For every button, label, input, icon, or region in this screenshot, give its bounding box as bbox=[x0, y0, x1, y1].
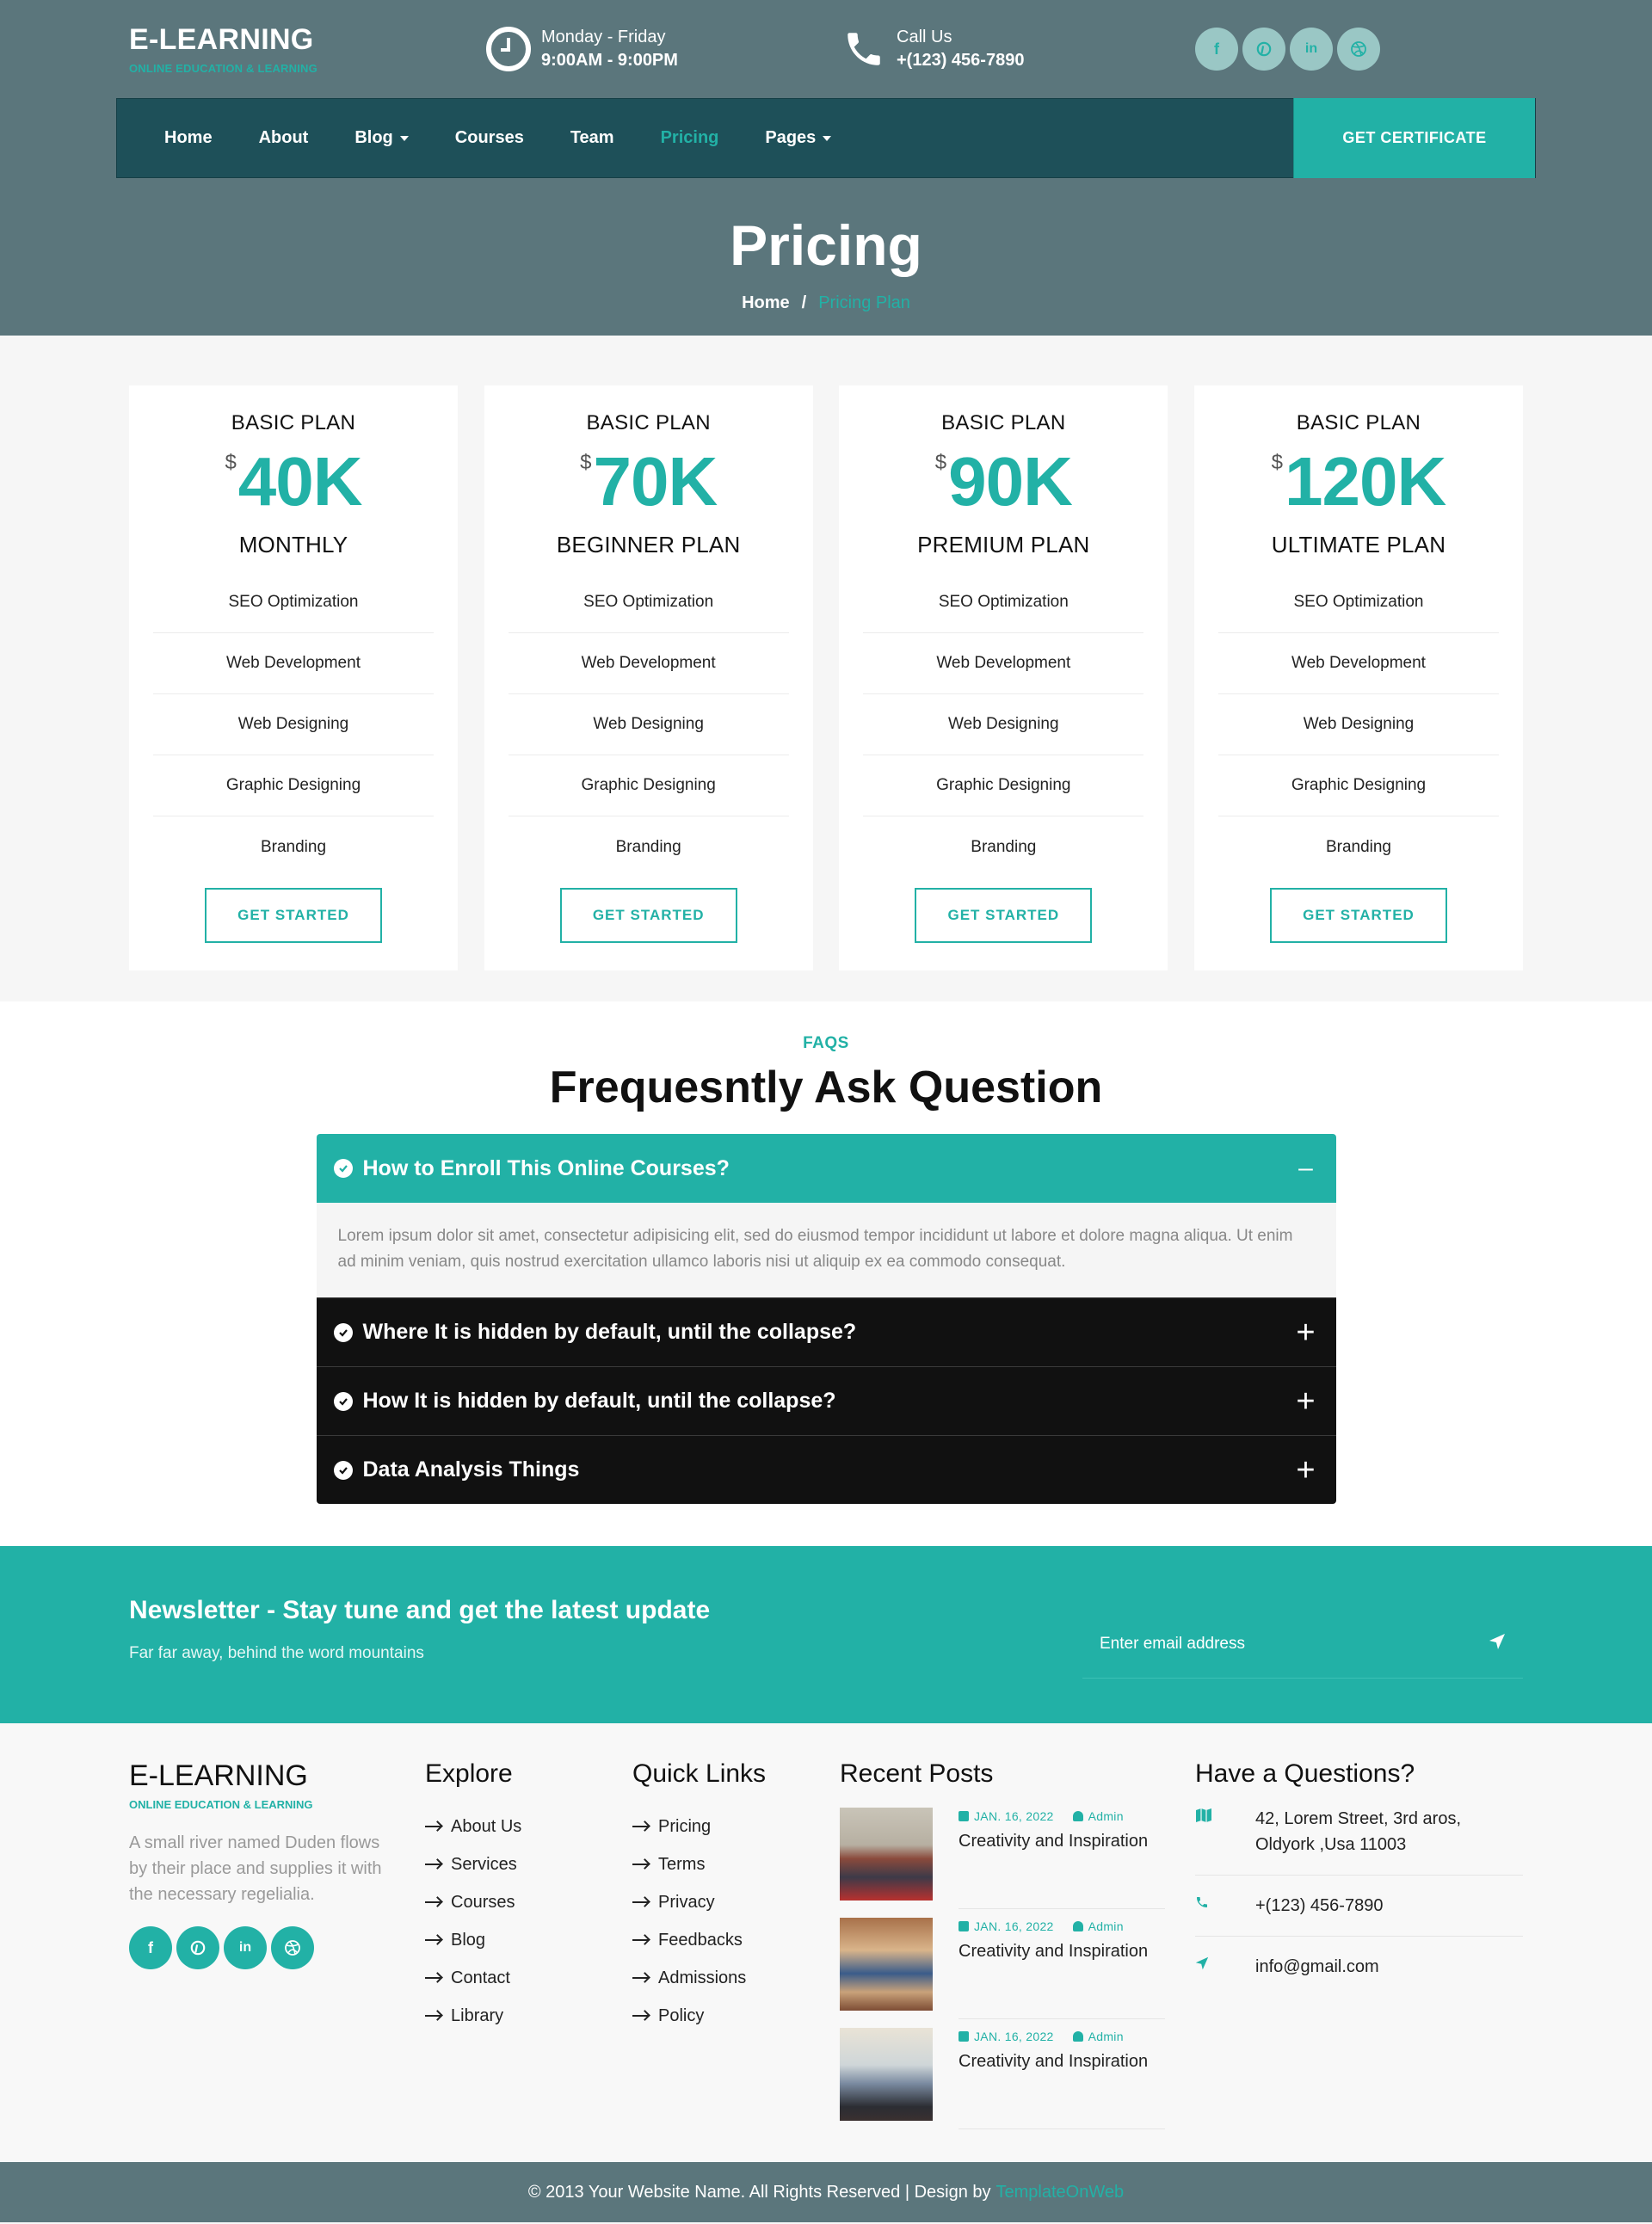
plan-feature: Web Development bbox=[153, 633, 434, 694]
plan-type: ULTIMATE PLAN bbox=[1271, 532, 1446, 558]
calendar-icon bbox=[959, 2031, 969, 2042]
chevron-down-icon bbox=[823, 136, 831, 141]
explore-links bbox=[425, 1808, 632, 2035]
footer-link[interactable] bbox=[632, 1808, 840, 1845]
top-bar bbox=[116, 0, 1536, 98]
plan-name: BASIC PLAN bbox=[941, 411, 1066, 434]
plan-type: BEGINNER PLAN bbox=[556, 532, 741, 558]
linkedin-icon[interactable]: in bbox=[224, 1926, 267, 1969]
plan-name: BASIC PLAN bbox=[231, 411, 356, 434]
nav-pages[interactable] bbox=[742, 128, 854, 148]
pinterest-icon[interactable] bbox=[1242, 28, 1285, 71]
arrow-right-icon bbox=[632, 1864, 648, 1865]
breadcrumb-separator: / bbox=[801, 293, 807, 312]
footer-recent-posts bbox=[840, 1759, 1195, 2138]
arrow-right-icon bbox=[425, 2015, 441, 2017]
plan-features bbox=[1218, 572, 1499, 878]
breadcrumb-current: Pricing Plan bbox=[818, 293, 910, 312]
plan-feature: Web Designing bbox=[153, 694, 434, 755]
quick-links bbox=[632, 1808, 840, 2035]
plan-name: BASIC PLAN bbox=[586, 411, 711, 434]
footer-link[interactable] bbox=[632, 1921, 840, 1959]
pricing-card bbox=[129, 385, 458, 970]
pricing-plans bbox=[116, 385, 1536, 970]
faq-question-text: How to Enroll This Online Courses? bbox=[362, 1155, 730, 1180]
copyright-text: © 2013 Your Website Name. All Rights Reserved | Design by bbox=[527, 2182, 991, 2202]
footer-contact bbox=[1195, 1759, 1523, 2138]
post-author[interactable]: Admin bbox=[1088, 1919, 1124, 1933]
faq-accordion bbox=[317, 1134, 1336, 1504]
newsletter-title: Newsletter - Stay tune and get the latest update bbox=[129, 1596, 711, 1624]
expand-icon[interactable]: + bbox=[1296, 1314, 1316, 1351]
plan-type: MONTHLY bbox=[238, 532, 348, 558]
plan-feature: Graphic Designing bbox=[153, 755, 434, 816]
footer-link[interactable] bbox=[425, 1921, 632, 1959]
contact-email bbox=[1195, 1937, 1523, 1997]
breadcrumb bbox=[116, 293, 1536, 313]
post-title[interactable]: Creativity and Inspiration bbox=[959, 2052, 1149, 2071]
plan-amount: 90K bbox=[948, 443, 1072, 520]
get-started-button[interactable]: GET STARTED bbox=[560, 888, 737, 943]
recent-post[interactable] bbox=[840, 1918, 1195, 2028]
nav-courses[interactable]: Courses bbox=[454, 128, 524, 147]
footer-link-label: Services bbox=[451, 1854, 517, 1874]
plan-amount: 70K bbox=[593, 443, 718, 520]
logo-tagline: ONLINE EDUCATION & LEARNING bbox=[129, 62, 317, 75]
call-number[interactable]: +(123) 456-7890 bbox=[897, 51, 1025, 70]
arrow-right-icon bbox=[425, 1939, 441, 1941]
phone-icon bbox=[1195, 1893, 1255, 1914]
get-started-button[interactable]: GET STARTED bbox=[1270, 888, 1447, 943]
arrow-right-icon bbox=[632, 1939, 648, 1941]
footer-logo-tagline: ONLINE EDUCATION & LEARNING bbox=[129, 1798, 313, 1811]
pricing-card bbox=[484, 385, 813, 970]
nav-blog[interactable] bbox=[331, 128, 431, 148]
plan-feature: Web Development bbox=[509, 633, 789, 694]
expand-icon[interactable]: + bbox=[1296, 1383, 1316, 1420]
get-started-button[interactable]: GET STARTED bbox=[205, 888, 382, 943]
contact-address-text: 42, Lorem Street, 3rd aros, Oldyork ,Usa 11003 bbox=[1255, 1809, 1462, 1854]
plan-price bbox=[839, 443, 1168, 520]
faq-question-text: How It is hidden by default, until the collapse? bbox=[362, 1389, 836, 1413]
linkedin-icon[interactable]: in bbox=[1290, 28, 1333, 71]
plan-price bbox=[1194, 443, 1523, 520]
footer-link-label: Pricing bbox=[658, 1816, 712, 1836]
send-icon[interactable] bbox=[1489, 1633, 1506, 1654]
nav-about[interactable]: About bbox=[258, 128, 309, 147]
hours-label: Monday - Friday bbox=[541, 28, 666, 46]
facebook-icon[interactable]: f bbox=[129, 1926, 172, 1969]
contact-email-text[interactable]: info@gmail.com bbox=[1255, 1957, 1379, 1976]
plan-currency: $ bbox=[225, 451, 237, 474]
faq-answer-1: Lorem ipsum dolor sit amet, consectetur adipisicing elit, sed do eiusmod tempor incididunt ut labore et dolore magna aliqua. Ut enim ad minim veniam, quis nostrud exercitation ullamco laboris nisi ut aliquip ex ea commodo consequat. bbox=[317, 1203, 1336, 1297]
plan-feature: SEO Optimization bbox=[863, 572, 1143, 633]
recent-posts-list bbox=[840, 1808, 1195, 2138]
newsletter-form bbox=[1082, 1610, 1523, 1679]
user-icon bbox=[1073, 1811, 1083, 1821]
footer-link[interactable] bbox=[632, 1883, 840, 1921]
post-title[interactable]: Creativity and Inspiration bbox=[959, 1832, 1149, 1851]
footer-link[interactable] bbox=[425, 1959, 632, 1997]
nav-blog-label: Blog bbox=[354, 128, 393, 147]
arrow-right-icon bbox=[425, 1864, 441, 1865]
post-date: JAN. 16, 2022 bbox=[974, 1809, 1054, 1823]
arrow-right-icon bbox=[425, 1826, 441, 1827]
map-icon bbox=[1195, 1806, 1255, 1828]
footer-link[interactable] bbox=[425, 1808, 632, 1845]
footer-link-label: Library bbox=[451, 2005, 504, 2025]
recent-posts-heading: Recent Posts bbox=[840, 1759, 994, 1788]
nav-pricing[interactable]: Pricing bbox=[660, 128, 719, 147]
page-title: Pricing bbox=[730, 213, 922, 277]
footer-link-label: Blog bbox=[451, 1930, 486, 1950]
footer-link[interactable] bbox=[632, 1959, 840, 1997]
dribbble-icon[interactable] bbox=[1337, 28, 1380, 71]
facebook-icon[interactable]: f bbox=[1195, 28, 1238, 71]
arrow-right-icon bbox=[632, 1826, 648, 1827]
pinterest-icon[interactable] bbox=[176, 1926, 219, 1969]
recent-post[interactable] bbox=[840, 2028, 1195, 2138]
post-thumbnail[interactable] bbox=[840, 2028, 933, 2121]
calendar-icon bbox=[959, 1921, 969, 1931]
recent-post[interactable] bbox=[840, 1808, 1195, 1918]
logo[interactable] bbox=[129, 23, 484, 75]
plan-price bbox=[484, 443, 813, 520]
plan-price bbox=[129, 443, 458, 520]
footer-link-label: Courses bbox=[451, 1892, 515, 1912]
plan-feature: Branding bbox=[260, 837, 327, 856]
plan-feature: Branding bbox=[971, 837, 1037, 856]
expand-icon[interactable]: + bbox=[1296, 1451, 1316, 1488]
check-circle-icon bbox=[334, 1392, 353, 1411]
footer bbox=[0, 1723, 1652, 2164]
user-icon bbox=[1073, 1921, 1083, 1931]
nav-home[interactable]: Home bbox=[164, 128, 213, 147]
post-meta bbox=[959, 1919, 1165, 1933]
check-circle-icon bbox=[334, 1461, 353, 1480]
plan-features bbox=[863, 572, 1143, 878]
send-icon bbox=[1195, 1954, 1255, 1975]
newsletter-section bbox=[0, 1546, 1652, 1723]
faq-section bbox=[0, 1001, 1652, 1546]
faq-question-1[interactable] bbox=[317, 1134, 1336, 1203]
collapse-icon[interactable]: – bbox=[1298, 1154, 1313, 1182]
post-author[interactable]: Admin bbox=[1088, 2030, 1124, 2043]
faq-question-text: Where It is hidden by default, until the collapse? bbox=[362, 1320, 857, 1344]
plan-feature: Web Development bbox=[863, 633, 1143, 694]
check-circle-icon bbox=[334, 1323, 353, 1342]
arrow-right-icon bbox=[425, 1901, 441, 1903]
main-navbar bbox=[116, 98, 1536, 178]
contact-address bbox=[1195, 1789, 1523, 1876]
plan-feature: Web Designing bbox=[863, 694, 1143, 755]
contact-phone-text[interactable]: +(123) 456-7890 bbox=[1255, 1896, 1384, 1915]
hours-value: 9:00AM - 9:00PM bbox=[541, 51, 678, 70]
logo-title: E-LEARNING bbox=[129, 23, 314, 56]
footer-link-label: Privacy bbox=[658, 1892, 715, 1912]
footer-brand bbox=[129, 1759, 425, 2138]
plan-features bbox=[153, 572, 434, 878]
calendar-icon bbox=[959, 1811, 969, 1821]
newsletter-subtitle: Far far away, behind the word mountains bbox=[129, 1644, 424, 1662]
contact-phone bbox=[1195, 1876, 1523, 1937]
footer-link[interactable] bbox=[425, 1997, 632, 2035]
copyright-bar bbox=[0, 2162, 1652, 2222]
plan-feature: SEO Optimization bbox=[509, 572, 789, 633]
footer-link-label: Feedbacks bbox=[658, 1930, 743, 1950]
post-author[interactable]: Admin bbox=[1088, 1809, 1124, 1823]
post-meta bbox=[959, 2030, 1165, 2043]
faq-question-4[interactable] bbox=[317, 1435, 1336, 1504]
plan-feature: Graphic Designing bbox=[1218, 755, 1499, 816]
post-date: JAN. 16, 2022 bbox=[974, 2030, 1054, 2043]
nav-pages-label: Pages bbox=[765, 128, 817, 147]
user-icon bbox=[1073, 2031, 1083, 2042]
clock-icon bbox=[484, 25, 533, 73]
explore-heading: Explore bbox=[425, 1759, 513, 1788]
footer-link[interactable] bbox=[425, 1845, 632, 1883]
plan-name: BASIC PLAN bbox=[1296, 411, 1421, 434]
post-date: JAN. 16, 2022 bbox=[974, 1919, 1054, 1933]
arrow-right-icon bbox=[632, 1977, 648, 1979]
footer-link-label: Contact bbox=[451, 1968, 510, 1987]
footer-explore bbox=[425, 1759, 632, 2138]
hero-section bbox=[0, 0, 1652, 336]
contact-heading: Have a Questions? bbox=[1195, 1759, 1415, 1788]
footer-description: A small river named Duden flows by their place and supplies it with the necessary regelialia. bbox=[129, 1833, 382, 1904]
pricing-card bbox=[1194, 385, 1523, 970]
post-title[interactable]: Creativity and Inspiration bbox=[959, 1942, 1149, 1961]
post-thumbnail[interactable] bbox=[840, 1808, 933, 1901]
plan-currency: $ bbox=[580, 451, 592, 474]
get-certificate-button[interactable]: GET CERTIFICATE bbox=[1293, 98, 1535, 178]
plan-feature: Graphic Designing bbox=[509, 755, 789, 816]
footer-link[interactable] bbox=[632, 1997, 840, 2035]
faq-title: Frequesntly Ask Question bbox=[549, 1063, 1103, 1112]
post-thumbnail[interactable] bbox=[840, 1918, 933, 2011]
plan-currency: $ bbox=[1271, 451, 1284, 474]
dribbble-icon[interactable] bbox=[271, 1926, 314, 1969]
plan-feature: Web Designing bbox=[1218, 694, 1499, 755]
footer-link-label: Policy bbox=[658, 2005, 705, 2025]
footer-link[interactable] bbox=[632, 1845, 840, 1883]
footer-quick-links bbox=[632, 1759, 840, 2138]
arrow-right-icon bbox=[632, 1901, 648, 1903]
chevron-down-icon bbox=[400, 136, 409, 141]
plan-feature: SEO Optimization bbox=[1218, 572, 1499, 633]
footer-link-label: Terms bbox=[658, 1854, 706, 1874]
email-input[interactable] bbox=[1100, 1635, 1489, 1654]
footer-link-label: Admissions bbox=[658, 1968, 747, 1987]
plan-type: PREMIUM PLAN bbox=[917, 532, 1090, 558]
faq-question-3[interactable] bbox=[317, 1366, 1336, 1435]
plan-feature: SEO Optimization bbox=[153, 572, 434, 633]
plan-feature: Graphic Designing bbox=[863, 755, 1143, 816]
arrow-right-icon bbox=[632, 2015, 648, 2017]
call-info bbox=[840, 25, 1195, 73]
copyright-designer-link[interactable]: TemplateOnWeb bbox=[996, 2182, 1125, 2202]
page-header bbox=[116, 178, 1536, 313]
plan-feature: Web Designing bbox=[509, 694, 789, 755]
plan-feature: Branding bbox=[615, 837, 681, 856]
quick-links-heading: Quick Links bbox=[632, 1759, 767, 1788]
nav-team[interactable]: Team bbox=[570, 128, 614, 147]
plan-feature: Web Development bbox=[1218, 633, 1499, 694]
plan-amount: 120K bbox=[1285, 443, 1446, 520]
pricing-section bbox=[0, 336, 1652, 1001]
faq-kicker: FAQS bbox=[803, 1034, 849, 1052]
call-label: Call Us bbox=[897, 28, 952, 46]
faq-question-text: Data Analysis Things bbox=[362, 1457, 580, 1482]
footer-link-label: About Us bbox=[451, 1816, 522, 1836]
arrow-right-icon bbox=[425, 1977, 441, 1979]
get-started-button[interactable]: GET STARTED bbox=[915, 888, 1092, 943]
plan-amount: 40K bbox=[237, 443, 362, 520]
footer-social-links bbox=[129, 1926, 425, 1969]
plan-feature: Branding bbox=[1325, 837, 1391, 856]
footer-logo-title[interactable]: E-LEARNING bbox=[129, 1759, 308, 1792]
check-circle-icon bbox=[334, 1159, 353, 1178]
hours-info bbox=[484, 25, 840, 73]
breadcrumb-home[interactable]: Home bbox=[742, 293, 790, 312]
post-meta bbox=[959, 1809, 1165, 1823]
plan-currency: $ bbox=[934, 451, 947, 474]
top-social-links bbox=[1195, 28, 1380, 71]
faq-question-2[interactable] bbox=[317, 1297, 1336, 1366]
footer-link[interactable] bbox=[425, 1883, 632, 1921]
phone-icon bbox=[840, 25, 888, 73]
pricing-card bbox=[839, 385, 1168, 970]
plan-features bbox=[509, 572, 789, 878]
